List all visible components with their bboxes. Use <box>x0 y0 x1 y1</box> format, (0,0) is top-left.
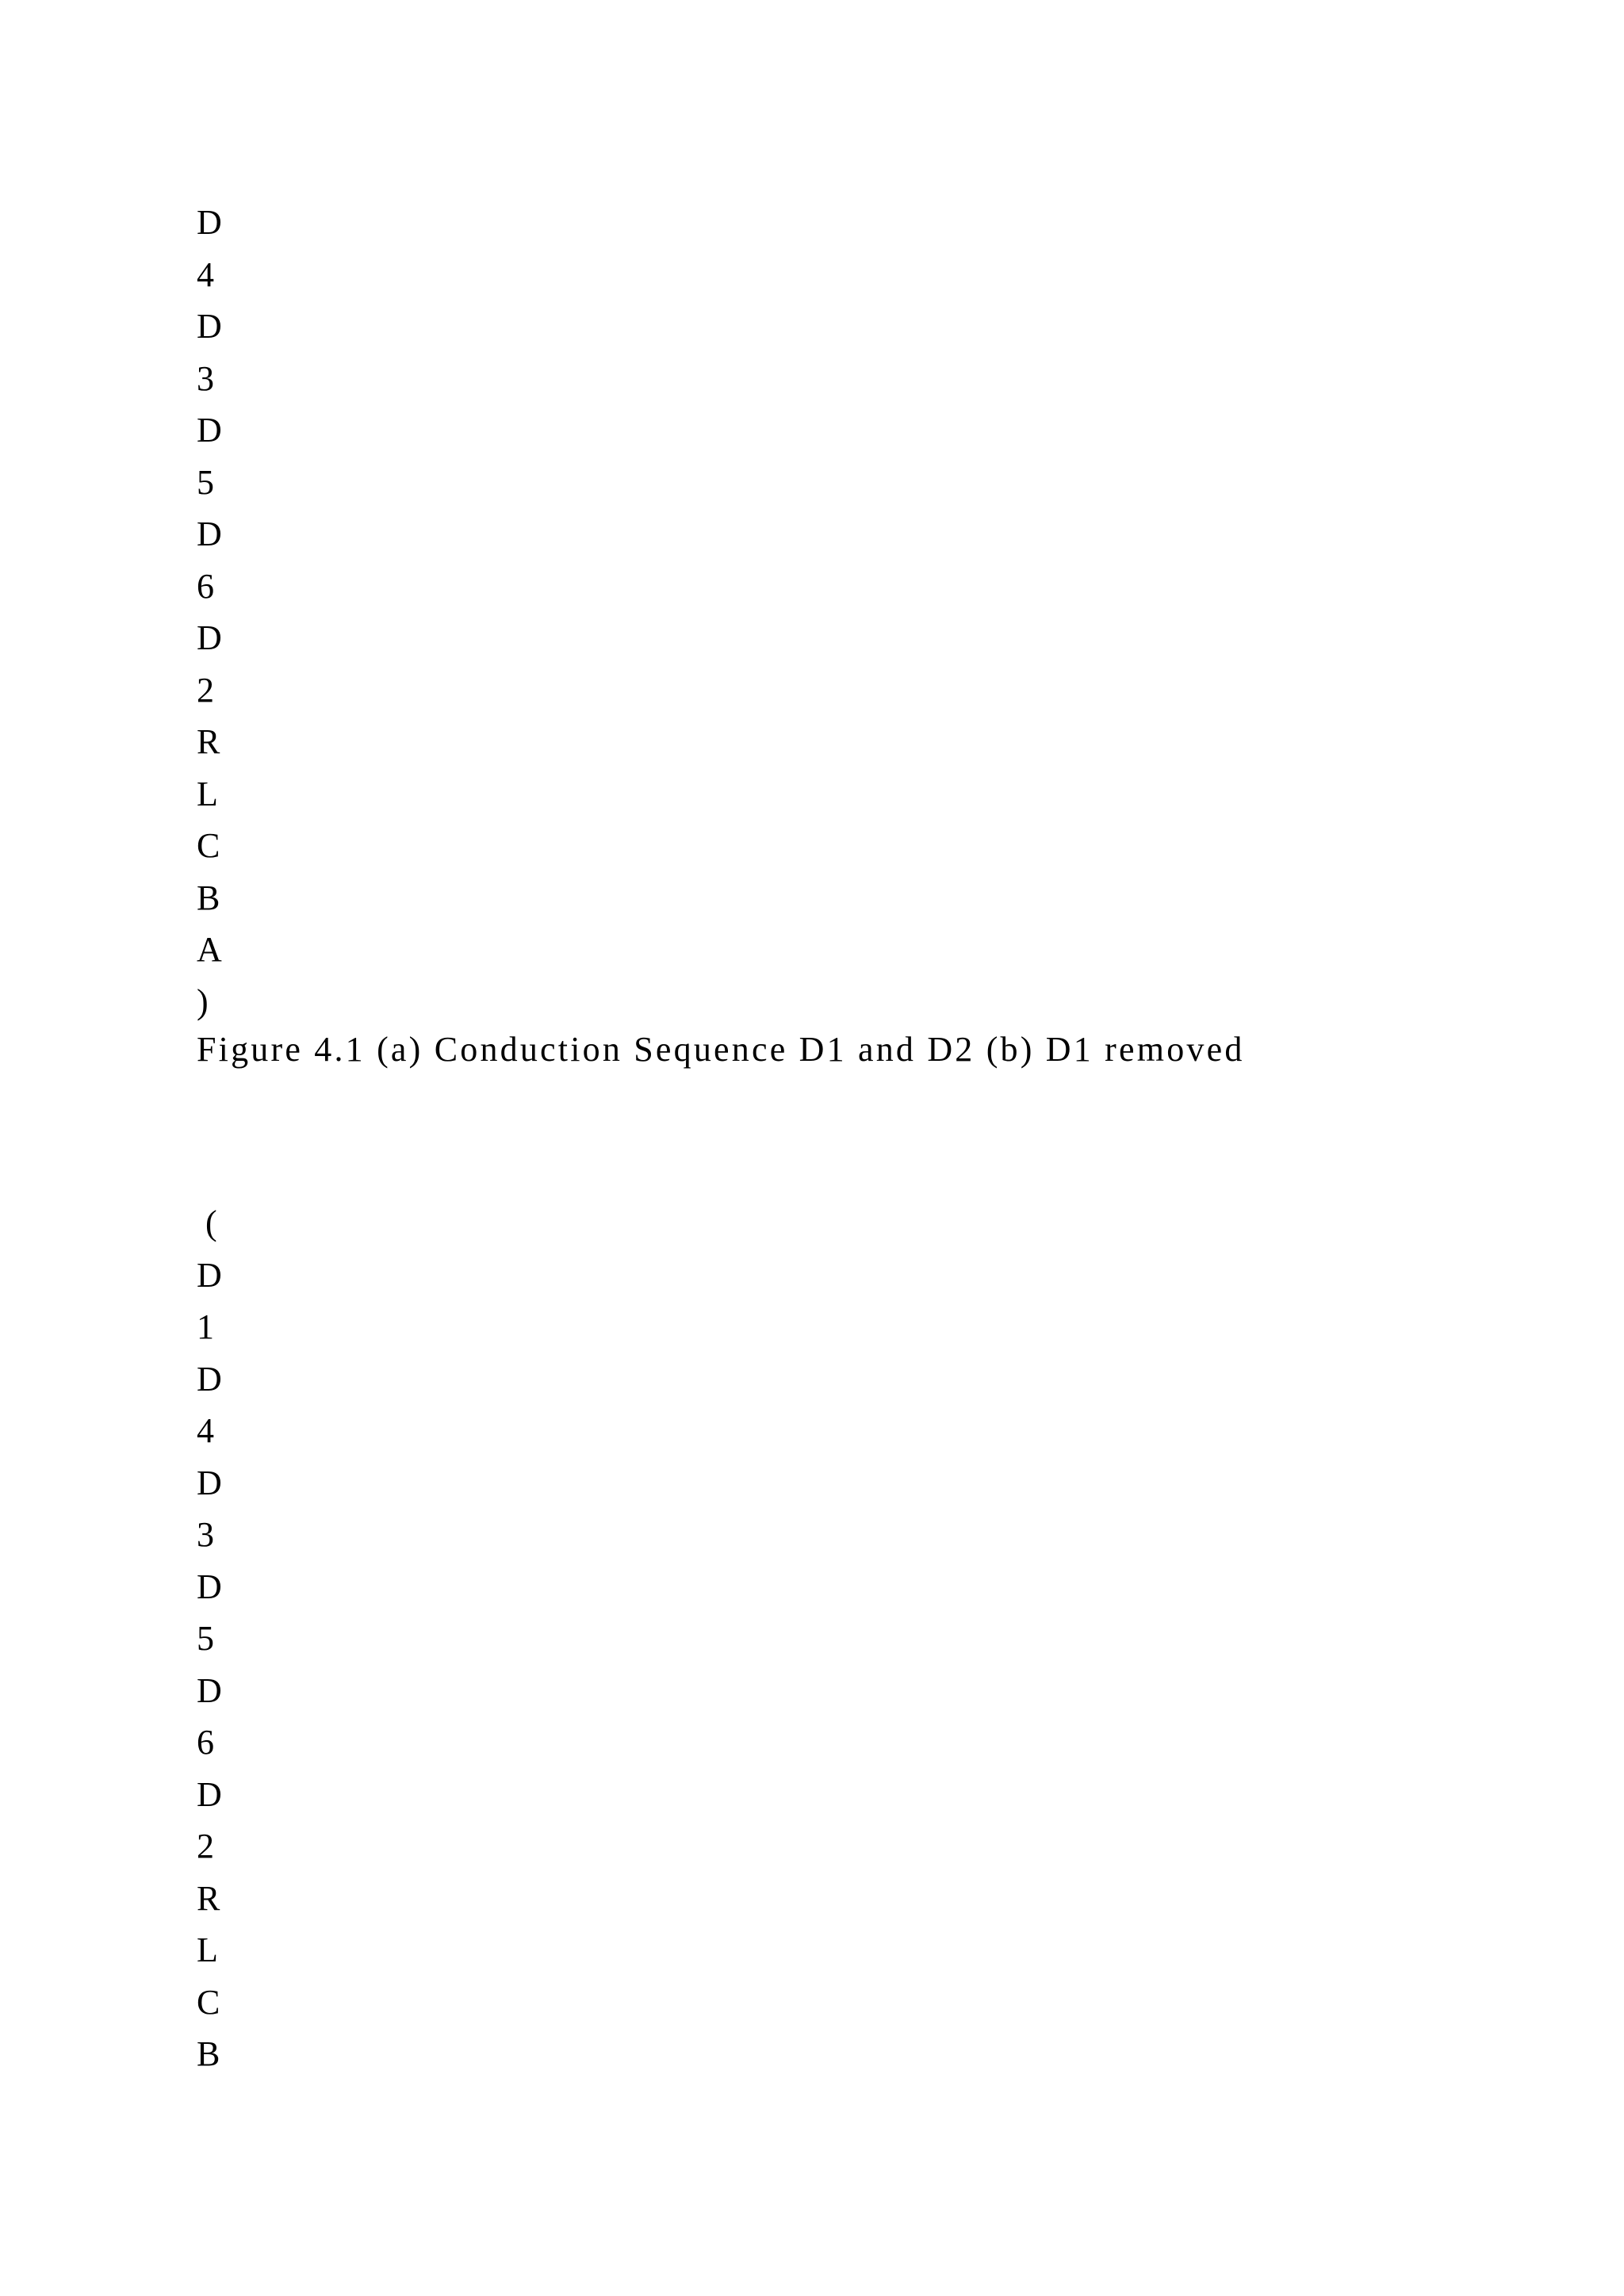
figure-label: D <box>197 1359 222 1399</box>
figure-label: 3 <box>197 1515 214 1554</box>
figure-label: D <box>197 1774 222 1814</box>
figure-caption: Figure 4.1 (a) Conduction Sequence D1 and D2 (b) D1 removed <box>197 1030 1245 1069</box>
figure-label: L <box>197 1931 218 1969</box>
figure-label: C <box>197 1982 220 2022</box>
figure-label: 6 <box>197 566 214 606</box>
figure-label: R <box>197 1878 220 1918</box>
figure-label: 3 <box>197 358 214 398</box>
figure-label: D <box>197 515 222 553</box>
figure-label: D <box>197 1670 222 1710</box>
figure-label: 6 <box>197 1723 214 1762</box>
figure-label: ) <box>197 982 209 1021</box>
figure-label: ( <box>197 1203 217 1242</box>
figure-label: R <box>197 722 220 761</box>
figure-label: D <box>197 618 222 657</box>
figure-label: C <box>197 826 220 865</box>
figure-label: B <box>197 2034 220 2073</box>
figure-a-label-column <box>197 197 222 1027</box>
figure-label: 4 <box>197 1411 214 1450</box>
figure-label: D <box>197 1567 222 1606</box>
figure-label: 1 <box>197 1307 214 1346</box>
figure-label: 4 <box>197 254 214 294</box>
figure-b-label-column <box>197 1197 222 2080</box>
figure-label: 5 <box>197 462 214 502</box>
figure-label: 2 <box>197 670 214 710</box>
figure-label: B <box>197 878 220 917</box>
figure-label: D <box>197 1463 222 1502</box>
figure-label: D <box>197 203 222 242</box>
figure-label: D <box>197 307 222 346</box>
figure-label: D <box>197 1255 222 1295</box>
figure-label: L <box>197 774 218 813</box>
figure-label: 5 <box>197 1619 214 1658</box>
figure-label: 2 <box>197 1827 214 1866</box>
figure-label: A <box>197 930 222 969</box>
figure-label: D <box>197 411 222 450</box>
